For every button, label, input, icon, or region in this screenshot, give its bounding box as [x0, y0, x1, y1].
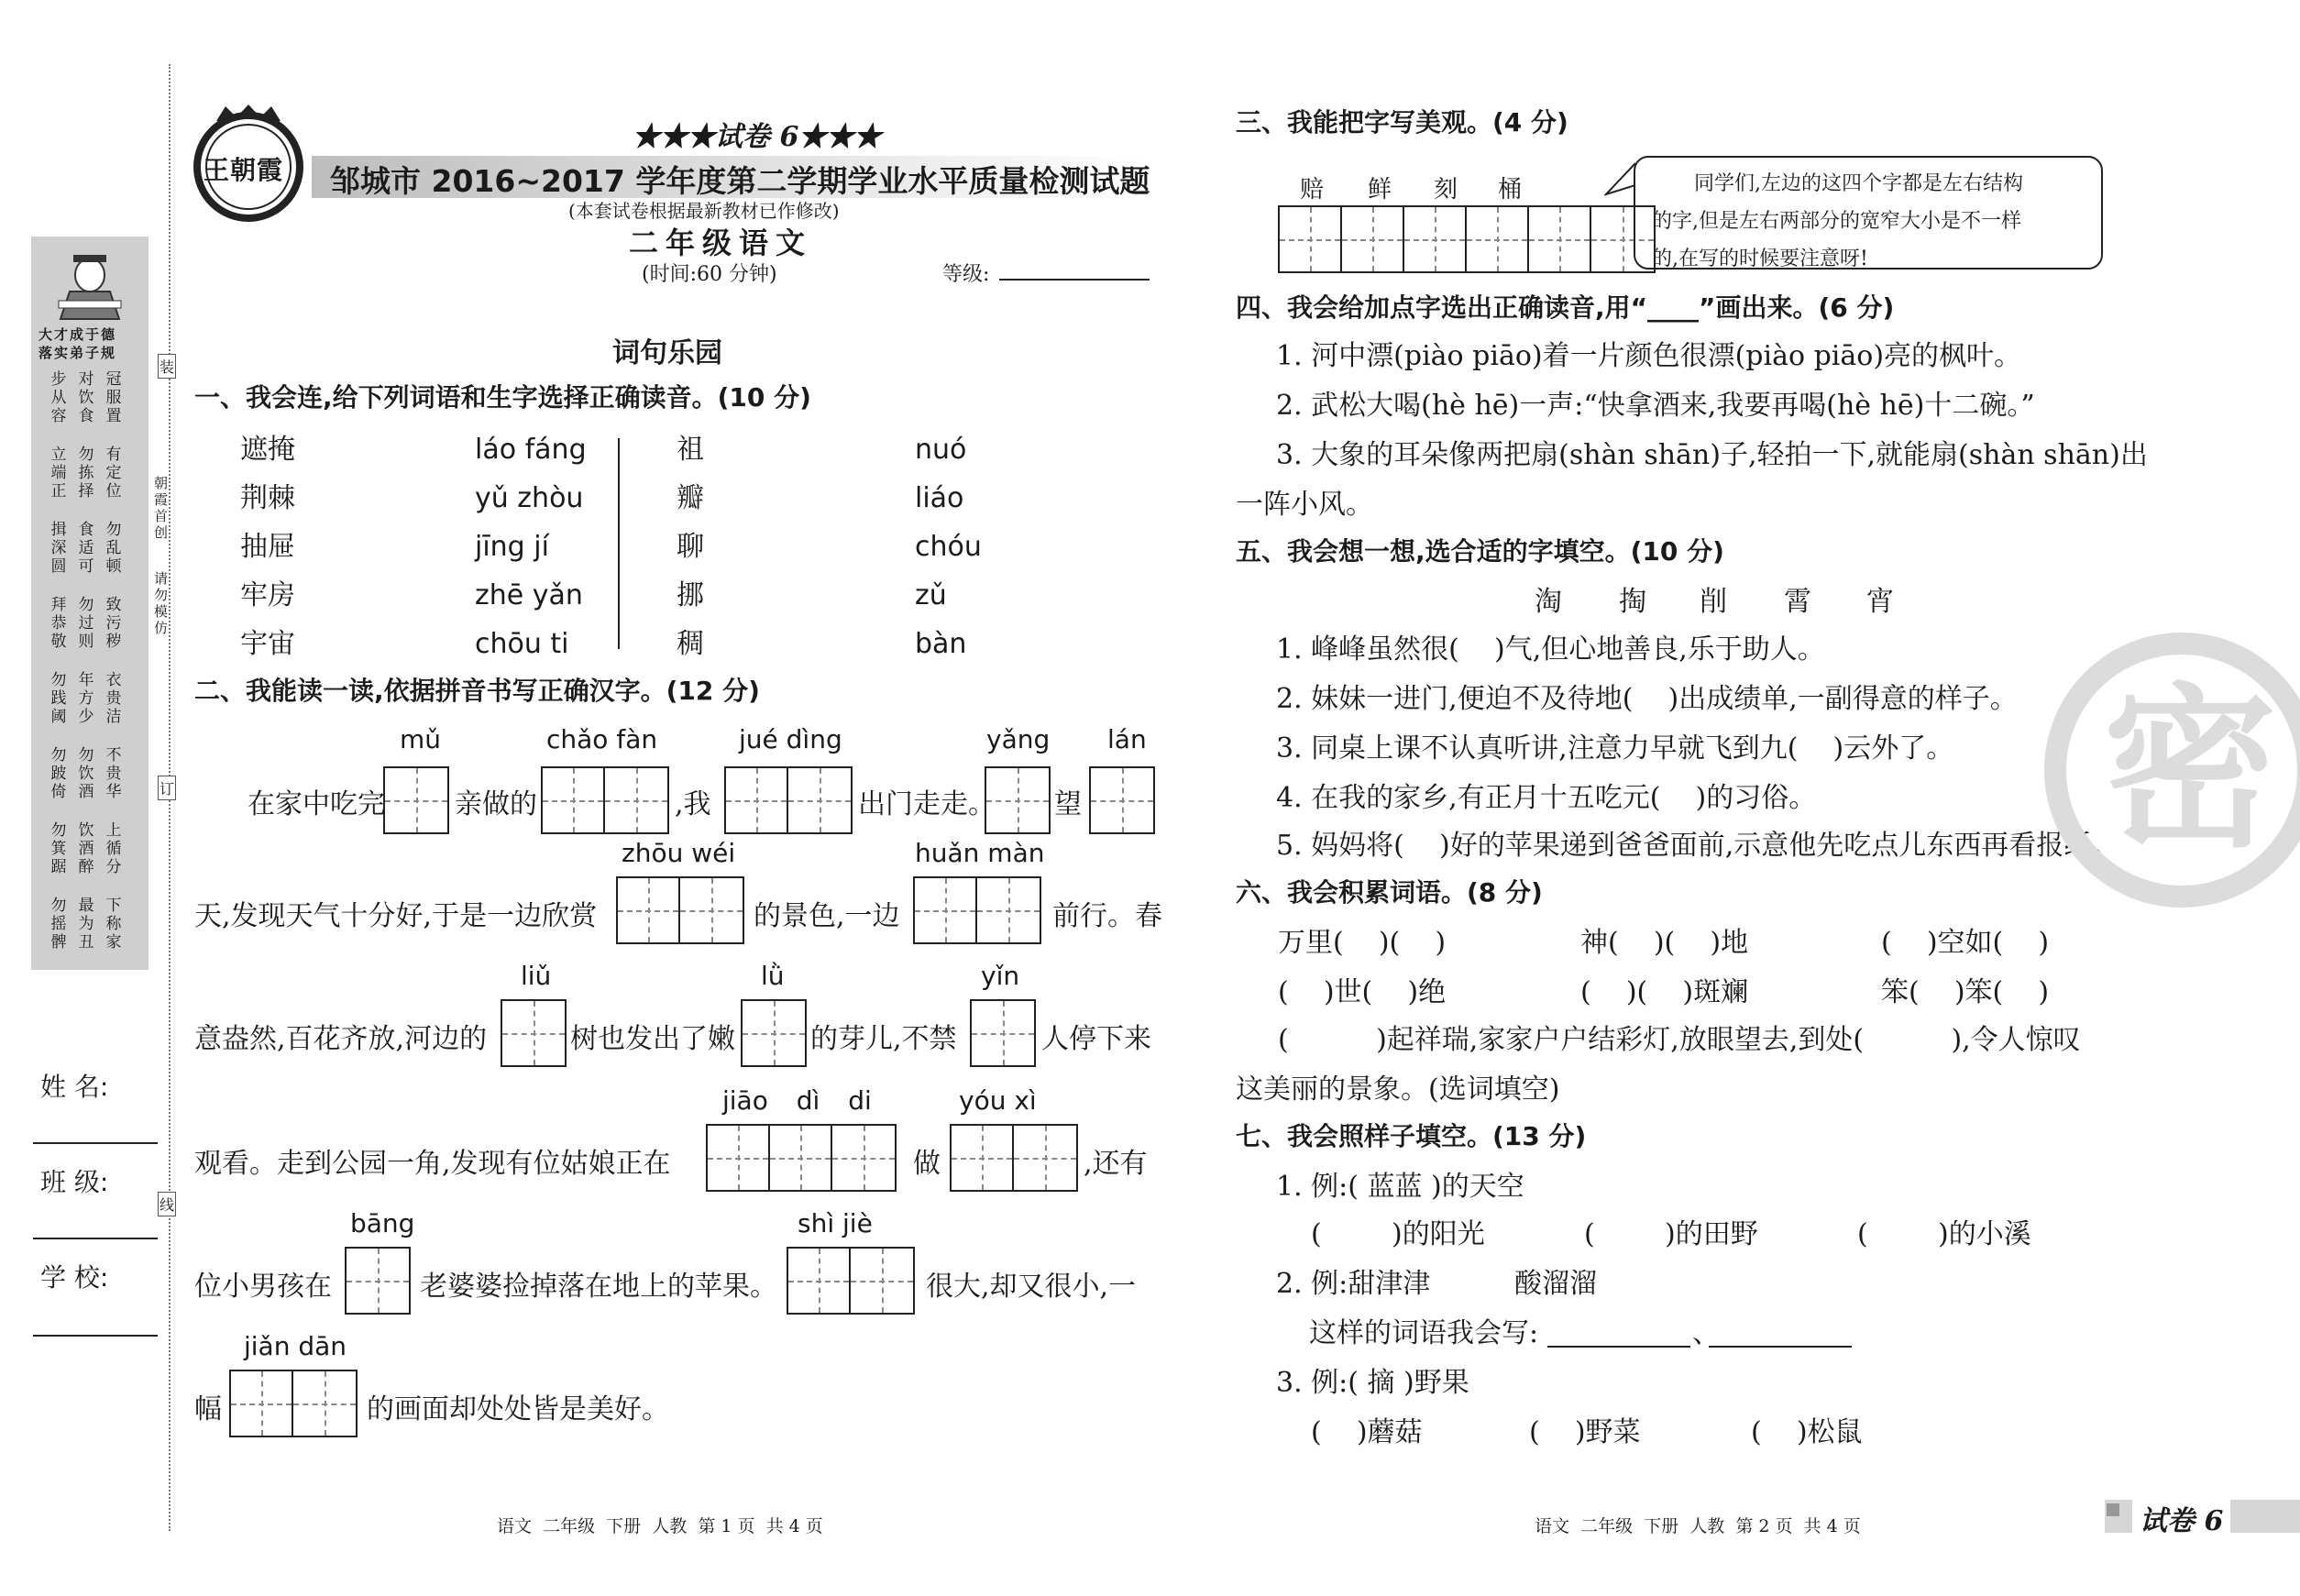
- answer-grid-jiandan[interactable]: [229, 1370, 358, 1437]
- left-footer: 语文 二年级 下册 人教 第 1 页 共 4 页: [497, 1516, 823, 1536]
- q4-line: 2. 武松大喝(hè hē)一声:“快拿酒来,我要再喝(hè hē)十二碗。”: [1276, 390, 2035, 422]
- q7-answer-line-2[interactable]: [1709, 1346, 1852, 1348]
- q2-pinyin-yang: yǎng: [986, 724, 1051, 754]
- answer-grid-youxi[interactable]: [950, 1124, 1078, 1192]
- answer-grid-jueding[interactable]: [724, 766, 853, 834]
- q5-line: 1. 峰峰虽然很( )气,但心地善良,乐于助人。: [1276, 633, 1825, 666]
- scholar-illustration: [51, 248, 128, 321]
- vertical-note-2: 请勿模仿: [154, 570, 169, 636]
- answer-grid-lv[interactable]: [741, 999, 807, 1067]
- school-label: 学 校:: [40, 1262, 109, 1293]
- name-label: 姓 名:: [40, 1072, 109, 1102]
- q5-line: 5. 妈妈将( )好的苹果递到爸爸面前,示意他先吃点儿东西再看报纸。: [1276, 830, 2119, 862]
- q2-pinyin-bang: bāng: [350, 1208, 415, 1238]
- q6-line: 这美丽的景象。(选词填空): [1236, 1073, 1560, 1106]
- q2-text: 亲做的: [455, 788, 537, 820]
- section-title: 词句乐园: [612, 337, 722, 369]
- sidebar-text-column: 上循分: [105, 821, 122, 876]
- q7-example-3: 3. 例:( 摘 )野果: [1276, 1367, 1469, 1399]
- sidebar-text-column: 衣贵洁: [105, 671, 122, 726]
- q7-write-label: 这样的词语我会写:: [1309, 1317, 1539, 1349]
- corner-squares: [2107, 1503, 2119, 1516]
- q2-text: 老婆婆捡掉落在地上的苹果。: [420, 1271, 777, 1303]
- sidebar-text-column: 勿跛倚: [50, 746, 67, 801]
- sidebar-text-column: 食适可: [78, 521, 94, 576]
- secret-stamp: [2044, 633, 2300, 908]
- q2-text: 的画面却处处皆是美好。: [367, 1393, 669, 1425]
- q1-word-pinyin[interactable]: yǔ zhòu: [475, 482, 584, 514]
- sidebar-text-column: 立端正: [50, 446, 67, 501]
- q2-pinyin-liu: liǔ: [521, 961, 552, 991]
- answer-grid-yin[interactable]: [970, 999, 1036, 1067]
- q6-item: ( )( )斑斓: [1580, 976, 1749, 1008]
- q7-blank: ( )松鼠: [1751, 1416, 1863, 1448]
- sidebar-text-column: 最为丑: [78, 897, 94, 952]
- sidebar-text-column: 下称家: [105, 897, 122, 952]
- sidebar-text-column: 勿践阈: [50, 671, 67, 726]
- sidebar-text-column: 致污秽: [105, 596, 122, 651]
- answer-grid-huanman[interactable]: [913, 876, 1041, 944]
- school-line[interactable]: [33, 1335, 158, 1337]
- q2-text: 天,发现天气十分好,于是一边欣赏: [194, 900, 598, 932]
- brand-logo-text: 王朝霞: [204, 155, 284, 185]
- level-line[interactable]: [999, 279, 1150, 281]
- sidebar-text-column: 年方少: [78, 671, 94, 726]
- answer-grid-liu[interactable]: [501, 999, 567, 1067]
- sidebar-text-column: 拜恭敬: [50, 596, 67, 651]
- q5-option: 淘: [1535, 586, 1562, 618]
- exam-time: (时间:60 分钟): [642, 263, 777, 286]
- sidebar-text-column: 勿摇髀: [50, 897, 67, 952]
- secret-stamp-text: 密: [2103, 666, 2278, 871]
- q2-text: 做: [913, 1148, 941, 1180]
- q1-char[interactable]: 挪: [677, 579, 704, 611]
- q2-pinyin-huanman: huǎn màn: [915, 838, 1045, 868]
- q2-text: 观看。走到公园一角,发现有位姑娘正在: [194, 1148, 671, 1180]
- q1-char[interactable]: 瓣: [677, 482, 704, 514]
- q2-pinyin-mu: mǔ: [400, 724, 442, 754]
- vertical-note-1: 朝霞首创: [154, 475, 169, 541]
- q5-title: 五、我会想一想,选合适的字填空。(10 分): [1236, 536, 1724, 567]
- q5-line: 3. 同桌上课不认真听讲,注意力早就飞到九( )云外了。: [1276, 732, 1954, 765]
- sidebar-text-column: 勿箕踞: [50, 821, 67, 876]
- right-footer: 语文 二年级 下册 人教 第 2 页 共 4 页: [1535, 1516, 1861, 1536]
- bubble-line: 同学们,左边的这四个字都是左右结构: [1694, 172, 2023, 195]
- q6-item: 笨( )笨( ): [1881, 976, 2050, 1008]
- q2-text: 意盎然,百花齐放,河边的: [194, 1023, 488, 1055]
- q3-char: 桶: [1498, 176, 1523, 204]
- exam-subtitle: (本套试卷根据最新教材已作修改): [568, 200, 840, 222]
- q2-pinyin-lan: lán: [1107, 724, 1147, 754]
- q2-text: 在家中吃完: [248, 788, 385, 820]
- q1-divider: [618, 438, 620, 649]
- q5-line: 2. 妹妹一进门,便迫不及待地( )出成绩单,一副得意的样子。: [1276, 683, 2018, 715]
- q7-example-1: 1. 例:( 蓝蓝 )的天空: [1276, 1171, 1524, 1203]
- q6-item: ( )世( )绝: [1278, 976, 1447, 1008]
- q3-char: 赔: [1300, 176, 1325, 204]
- motto-line-1: 大才成于德: [39, 326, 117, 343]
- level-label: 等级:: [942, 263, 990, 286]
- q1-char-pinyin[interactable]: nuó: [915, 434, 967, 466]
- q7-title: 七、我会照样子填空。(13 分): [1236, 1121, 1587, 1151]
- q1-word[interactable]: 荆棘: [240, 482, 295, 514]
- answer-grid-lan[interactable]: [1089, 766, 1155, 834]
- class-line[interactable]: [33, 1238, 158, 1239]
- q7-blank: ( )的田野: [1584, 1218, 1758, 1250]
- sidebar-text-column: 有定位: [105, 446, 122, 501]
- sidebar-text-column: 勿饮酒: [78, 746, 94, 801]
- q6-title: 六、我会积累词语。(8 分): [1236, 877, 1543, 908]
- q7-blank: ( )野菜: [1529, 1416, 1641, 1448]
- q2-pinyin-lv: lǜ: [761, 961, 785, 991]
- q1-word-pinyin[interactable]: chōu ti: [475, 628, 569, 660]
- q1-char[interactable]: 祖: [677, 434, 704, 466]
- q2-text: 前行。春: [1052, 900, 1162, 932]
- answer-grid-chaofan[interactable]: [541, 766, 669, 834]
- name-line[interactable]: [33, 1142, 158, 1144]
- q6-item: 神( )( )地: [1580, 927, 1749, 959]
- q5-line: 4. 在我的家乡,有正月十五吃元( )的习俗。: [1276, 782, 1817, 814]
- sidebar-text-column: 饮酒醉: [78, 821, 94, 876]
- q7-blank: ( )的阳光: [1311, 1218, 1485, 1250]
- answer-grid-zhouwei[interactable]: [616, 876, 744, 944]
- q6-item: 万里( )( ): [1278, 927, 1447, 959]
- q1-word[interactable]: 牢房: [240, 579, 295, 611]
- q2-pinyin-youxi: yóu xì: [959, 1085, 1037, 1116]
- q1-char-pinyin[interactable]: liáo: [915, 482, 964, 514]
- q2-pinyin-jiaodidi: jiāo dì di: [722, 1085, 872, 1116]
- q1-word[interactable]: 抽屉: [240, 531, 295, 563]
- exam-title: 邹城市 2016~2017 学年度第二学期学业水平质量检测试题: [330, 163, 1150, 199]
- q2-title: 二、我能读一读,依据拼音书写正确汉字。(12 分): [194, 676, 760, 706]
- q7-blank: ( )的小溪: [1857, 1218, 2031, 1250]
- bubble-line: 的字,但是左右两部分的宽窄大小是不一样: [1652, 210, 2021, 233]
- q1-char-pinyin[interactable]: zǔ: [915, 579, 947, 611]
- sidebar-text-column: 冠服置: [105, 370, 122, 425]
- q5-option: 削: [1700, 586, 1727, 618]
- q1-word[interactable]: 宇宙: [240, 628, 295, 660]
- exam-badge: ★★★试卷 6★★★: [633, 121, 882, 153]
- q2-pinyin-jiandan: jiǎn dān: [244, 1331, 347, 1361]
- q1-title: 一、我会连,给下列词语和生字选择正确读音。(10 分): [194, 382, 811, 413]
- class-label: 班 级:: [40, 1167, 109, 1197]
- q1-char-pinyin[interactable]: bàn: [915, 628, 967, 660]
- q5-option: 掏: [1619, 586, 1646, 618]
- q2-text: 的景色,一边: [754, 900, 900, 932]
- q1-word-pinyin[interactable]: láo fáng: [475, 434, 587, 466]
- q4-line: 3. 大象的耳朵像两把扇(shàn shān)子,轻拍一下,就能扇(shàn shān)出: [1276, 439, 2148, 471]
- q2-text: 位小男孩在: [194, 1271, 332, 1303]
- sidebar-text-column: 不贵华: [105, 746, 122, 801]
- q7-example-2: 2. 例:甜津津: [1276, 1268, 1431, 1300]
- sidebar-panel: [31, 237, 149, 970]
- q1-char-pinyin[interactable]: chóu: [915, 531, 982, 563]
- answer-grid-shijie[interactable]: [787, 1247, 915, 1315]
- q7-example-2b: 酸溜溜: [1514, 1268, 1597, 1300]
- answer-grid-mu[interactable]: [383, 766, 449, 834]
- sidebar-text-column: 步从容: [50, 370, 67, 425]
- q5-option: 宵: [1866, 586, 1894, 618]
- q4-line: 1. 河中漂(piào piāo)着一片颜色很漂(piào piāo)亮的枫叶。: [1276, 340, 2022, 372]
- sidebar-text-column: 揖深圆: [50, 521, 67, 576]
- q3-char: 刻: [1434, 176, 1458, 204]
- q2-pinyin-shijie: shì jiè: [798, 1208, 873, 1238]
- sidebar-text-column: 勿乱顿: [105, 521, 122, 576]
- sidebar-text-column: 对饮食: [78, 370, 94, 425]
- q3-title: 三、我能把字写美观。(4 分): [1236, 107, 1568, 138]
- q3-writing-grid[interactable]: [1278, 205, 1656, 273]
- q7-separator: 、: [1692, 1317, 1720, 1349]
- q2-pinyin-jueding: jué dìng: [739, 724, 842, 754]
- sidebar-text-column: 勿拣择: [78, 446, 94, 501]
- q2-text: 树也发出了嫩: [570, 1023, 735, 1055]
- q7-answer-line-1[interactable]: [1547, 1346, 1690, 1348]
- motto-line-2: 落实弟子规: [39, 345, 117, 361]
- q3-char: 鲜: [1368, 176, 1392, 204]
- q6-line: ( )起祥瑞,家家户户结彩灯,放眼望去,到处( ),令人惊叹: [1278, 1024, 2081, 1056]
- q2-text: 很大,却又很小,一: [926, 1271, 1137, 1303]
- q6-item: ( )空如( ): [1881, 927, 2050, 959]
- q2-text: ,我: [675, 788, 711, 820]
- answer-grid-jiaodidi[interactable]: [706, 1124, 897, 1192]
- q2-pinyin-zhouwei: zhōu wéi: [622, 838, 736, 868]
- bubble-line: 的,在写的时候要注意呀!: [1652, 248, 1868, 270]
- q2-pinyin-chaofan: chǎo fàn: [546, 724, 658, 754]
- q1-char[interactable]: 稠: [677, 628, 704, 660]
- q1-word-pinyin[interactable]: zhē yǎn: [475, 579, 583, 611]
- q1-word[interactable]: 遮掩: [240, 434, 295, 466]
- tip-bubble: [1634, 156, 2103, 270]
- sidebar-text-column: 勿过则: [78, 596, 94, 651]
- q4-line: 一阵小风。: [1236, 489, 1373, 521]
- q2-text: 出门走走。: [858, 788, 996, 820]
- q1-word-pinyin[interactable]: jīng jí: [475, 531, 549, 563]
- q2-text: 人停下来: [1041, 1023, 1151, 1055]
- q7-blank: ( )蘑菇: [1311, 1416, 1423, 1448]
- q4-title: 四、我会给加点字选出正确读音,用“____”画出来。(6 分): [1236, 292, 1895, 323]
- q2-pinyin-yin: yǐn: [981, 961, 1020, 991]
- grade-subject: 二年级语文: [629, 226, 813, 260]
- seal-mark-3: 线: [158, 1192, 176, 1216]
- seal-mark-2: 订: [158, 776, 176, 800]
- q2-text: ,还有: [1084, 1148, 1148, 1180]
- q1-char[interactable]: 聊: [677, 531, 704, 563]
- corner-label: 试卷 6: [2132, 1498, 2230, 1538]
- q2-text: 望: [1054, 788, 1082, 820]
- seal-mark-1: 装: [158, 354, 176, 379]
- answer-grid-bang[interactable]: [345, 1247, 411, 1315]
- q5-option: 霄: [1784, 586, 1811, 618]
- q2-text: 的芽儿,不禁: [810, 1023, 957, 1055]
- q2-text: 幅: [194, 1393, 222, 1425]
